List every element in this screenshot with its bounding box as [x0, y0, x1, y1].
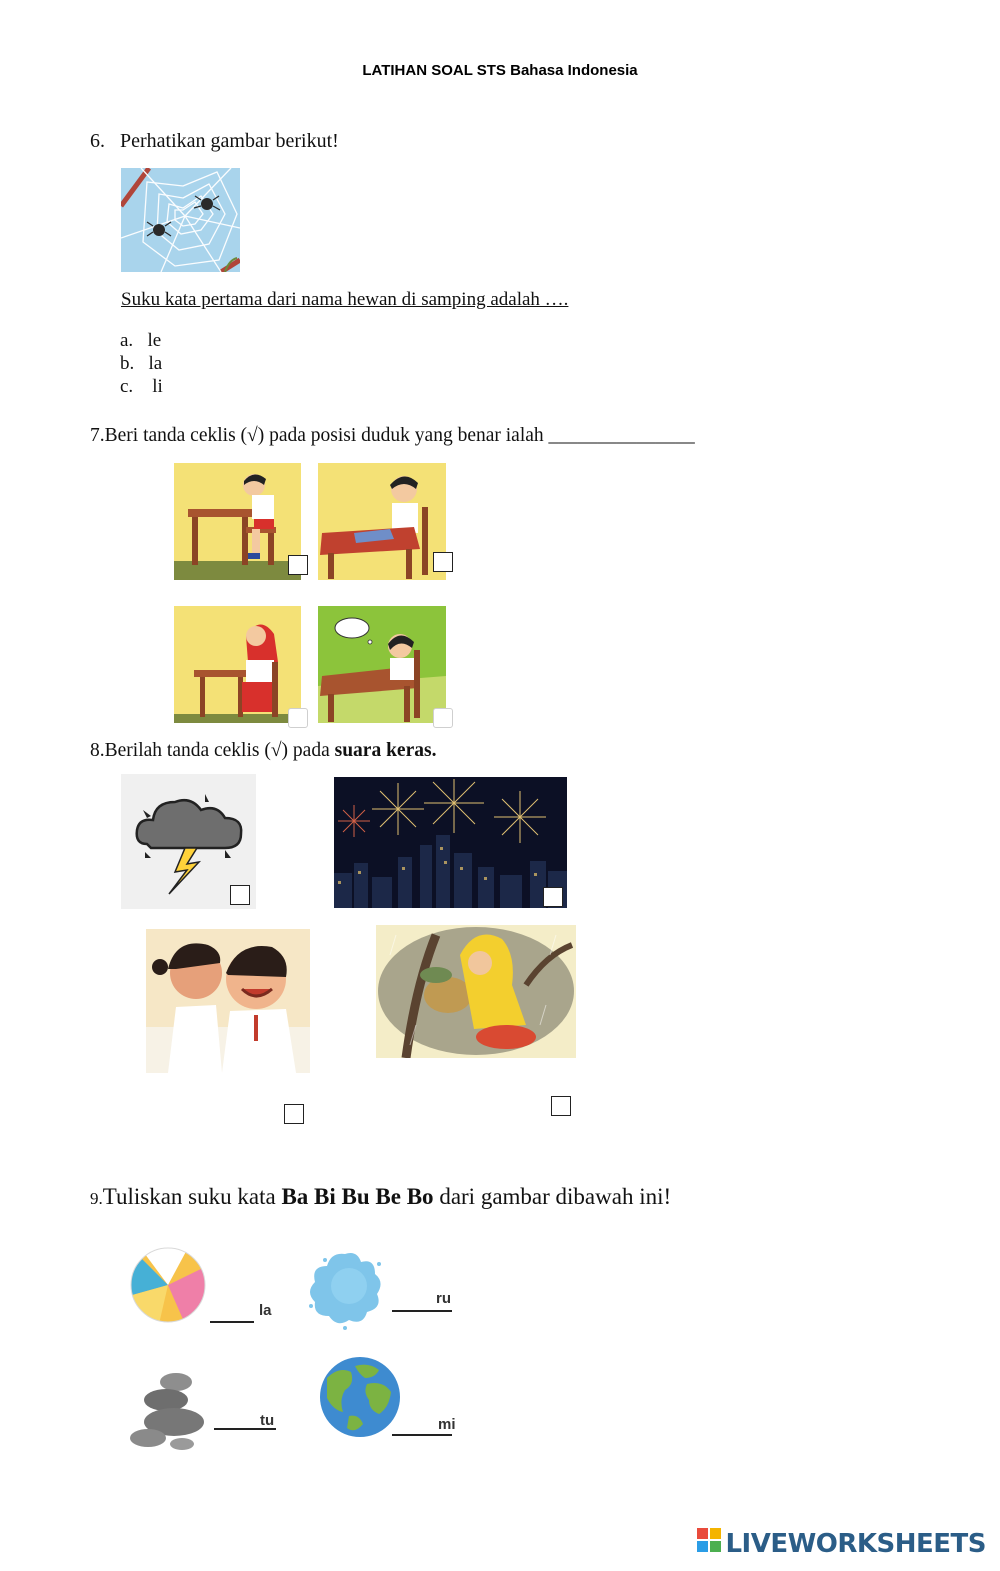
- whispering-children-image: [146, 929, 310, 1073]
- q9-prompt-suffix: dari gambar dibawah ini!: [433, 1184, 672, 1209]
- q9-prompt-bold: Ba Bi Bu Be Bo: [281, 1184, 434, 1209]
- q9-syllable-2: ru: [436, 1290, 451, 1307]
- q9-answer-blank-2[interactable]: [392, 1310, 452, 1312]
- q9-number: 9.: [90, 1189, 103, 1208]
- liveworksheets-logo: [697, 1528, 986, 1559]
- q8-checkbox-1[interactable]: [230, 885, 250, 905]
- q6-option-b[interactable]: [120, 353, 163, 376]
- beach-ball-image: [129, 1246, 207, 1324]
- option-letter: b.: [120, 353, 135, 374]
- q9-answer-blank-4[interactable]: [392, 1434, 452, 1436]
- spider-web-image: [121, 168, 240, 272]
- option-text: le: [147, 330, 162, 351]
- q7-checkbox-2[interactable]: [433, 552, 453, 572]
- q6-question: Suku kata pertama dari nama hewan di samping adalah ….: [121, 289, 569, 310]
- q6-prompt-text: Perhatikan gambar berikut!: [120, 130, 339, 152]
- q9-syllable-4: mi: [438, 1416, 456, 1433]
- fireworks-image: [334, 777, 567, 908]
- stones-image: [128, 1370, 210, 1452]
- earth-globe-image: [319, 1356, 401, 1438]
- q8-prompt-bold: suara keras.: [334, 740, 437, 761]
- option-text: li: [152, 376, 163, 397]
- liveworksheets-icon: [697, 1528, 721, 1559]
- worksheet-title: LATIHAN SOAL STS Bahasa Indonesia: [362, 62, 638, 79]
- q7-checkbox-3[interactable]: [288, 708, 308, 728]
- liveworksheets-brand: LIVEWORKSHEETS: [725, 1528, 986, 1559]
- option-letter: a.: [120, 330, 134, 351]
- q7-prompt: 7.Beri tanda ceklis (√) pada posisi duduk yang benar ialah _______________: [90, 425, 695, 446]
- q6-prompt: [90, 130, 339, 153]
- q7-checkbox-1[interactable]: [288, 555, 308, 575]
- q6-option-c[interactable]: [120, 376, 163, 399]
- q9-prompt-text: Tuliskan suku kata: [102, 1184, 282, 1209]
- q9-syllable-3: tu: [260, 1412, 275, 1429]
- sitting-posture-image-3: [174, 606, 301, 723]
- q7-checkbox-4[interactable]: [433, 708, 453, 728]
- q9-prompt: [90, 1184, 671, 1210]
- sitting-posture-image-1: [174, 463, 301, 580]
- sitting-posture-image-2: [318, 463, 446, 580]
- option-text: la: [148, 353, 163, 374]
- q6-number: 6.: [90, 130, 105, 152]
- q9-syllable-1: la: [259, 1302, 272, 1319]
- q6-option-a[interactable]: [120, 330, 163, 353]
- q8-checkbox-3[interactable]: [284, 1104, 304, 1124]
- q6-options: [120, 330, 163, 399]
- q8-checkbox-4[interactable]: [551, 1096, 571, 1116]
- q8-prompt: [90, 740, 436, 762]
- child-raincoat-image: [376, 925, 576, 1058]
- q8-checkbox-2[interactable]: [543, 887, 563, 907]
- option-letter: c.: [120, 376, 134, 397]
- blue-splash-image: [305, 1246, 387, 1330]
- q8-prompt-text: 8.Berilah tanda ceklis (√) pada: [90, 740, 335, 761]
- sitting-posture-image-4: [318, 606, 446, 723]
- q9-answer-blank-1[interactable]: [210, 1321, 254, 1323]
